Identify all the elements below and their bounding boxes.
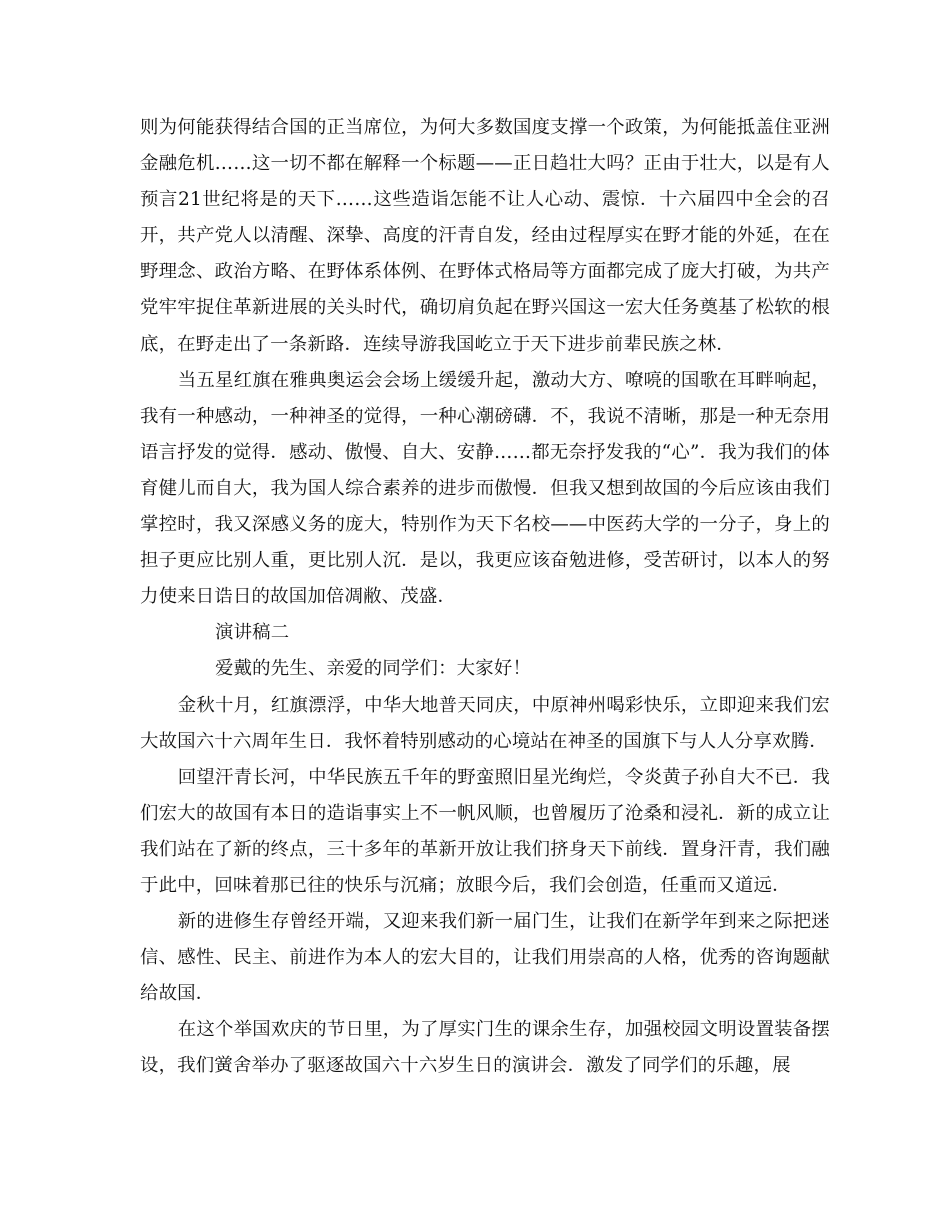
paragraph-2: 当五星红旗在雅典奥运会会场上缓缓升起，激动大方、嘹喨的国歌在耳畔响起，我有一种感动，一种神圣的觉得，一种心潮磅礴．不，我说不清晰，那是一种无奈用语言抒发的觉得．感动、傲慢、自大、安静……都无奈抒发我的“心”．我为我们的体育健儿而自大，我为国人综合素养的进步而傲慢．但我又想到故国的今后应该由我们掌控时，我又深感义务的庞大，特别作为天下名校——中医药大学的一分子，身上的担子更应比别人重，更比别人沉．是以，我更应该奋勉进修，受苦研讨，以本人的努力使来日诰日的故国加倍凋敝、茂盛． — [140, 369, 830, 608]
speech-two-heading: 演讲稿二 — [215, 622, 290, 644]
greeting-line: 爱戴的先生、亲爱的同学们：大家好！ — [215, 658, 532, 680]
paragraph-6: 在这个举国欢庆的节日里，为了厚实门生的课余生存，加强校园文明设置装备摆设，我们黉舍举办了驱逐故国六十六岁生日的演讲会．激发了同学们的乐趣，展 — [140, 1019, 830, 1077]
paragraph-5: 新的进修生存曾经开端，又迎来我们新一届门生，让我们在新学年到来之际把迷信、感性、民主、前进作为本人的宏大目的，让我们用崇高的人格，优秀的咨询题献给故国． — [140, 911, 830, 1005]
document-body — [140, 110, 830, 1085]
paragraph-4: 回望汗青长河，中华民族五千年的野蛮照旧星光绚烂，令炎黄子孙自大不已．我们宏大的故国有本日的造诣事实上不一帆风顺，也曾履历了沧桑和浸礼．新的成立让我们站在了新的终点，三十多年的革新开放让我们挤身天下前线．置身汗青，我们融于此中，回味着那已往的快乐与沉痛；放眼今后，我们会创造，任重而又道远． — [140, 766, 830, 896]
paragraph-1: 则为何能获得结合国的正当席位，为何大多数国度支撑一个政策，为何能抵盖住亚洲金融危机……这一切不都在解释一个标题——正日趋壮大吗？正由于壮大，以是有人预言21世纪将是的天下……这些造诣怎能不让人心动、震惊．十六届四中全会的召开，共产党人以清醒、深挚、高度的汗青自发，经由过程厚实在野才能的外延，在在野理念、政治方略、在野体系体例、在野体式格局等方面都完成了庞大打破，为共产党牢牢捉住革新进展的关头时代，确切肩负起在野兴国这一宏大任务奠基了松软的根底，在野走出了一条新路．连续导游我国屹立于天下进步前辈民族之林． — [140, 117, 830, 355]
paragraph-3: 金秋十月，红旗漂浮，中华大地普天同庆，中原神州喝彩快乐，立即迎来我们宏大故国六十六周年生日．我怀着特别感动的心境站在神圣的国旗下与人人分享欢腾． — [140, 694, 830, 752]
